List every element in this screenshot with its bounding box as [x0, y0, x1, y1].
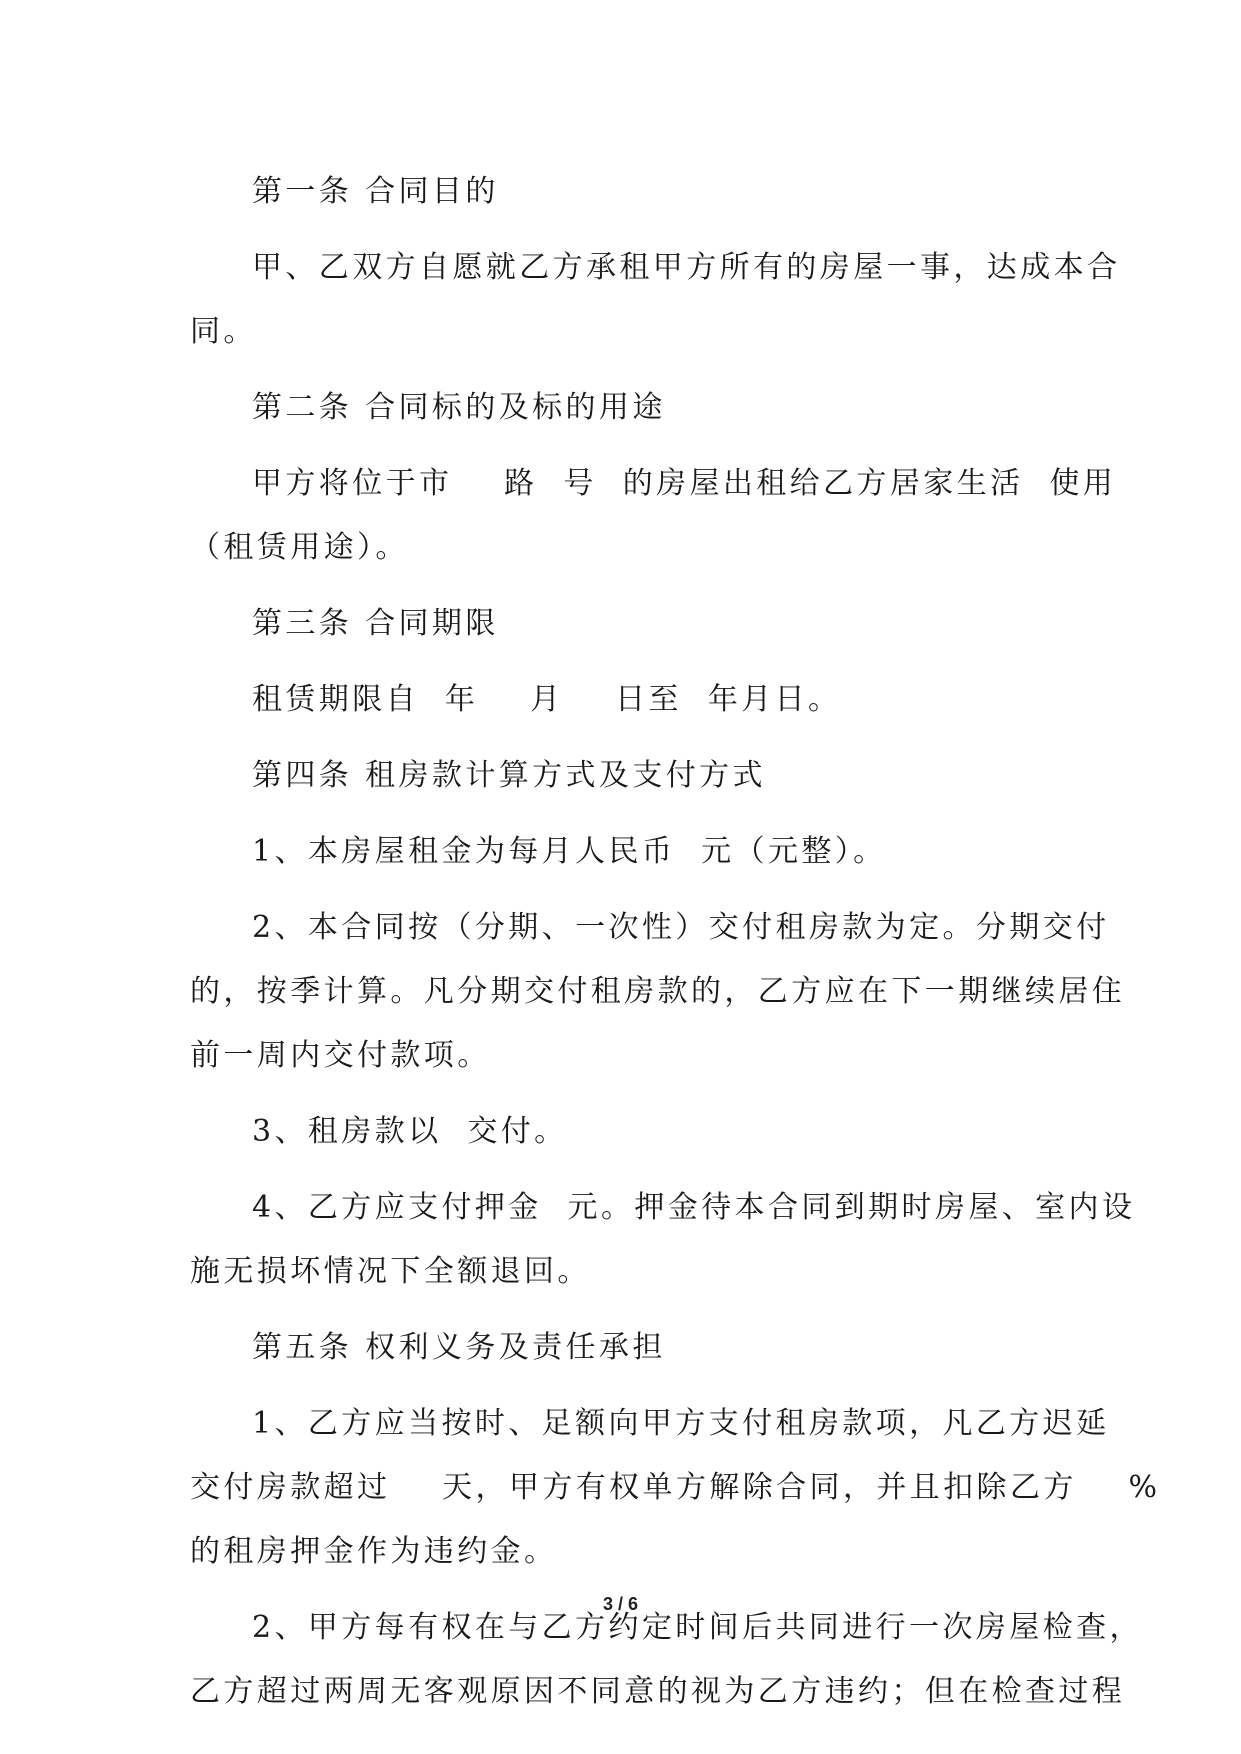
paragraph — [190, 1392, 1161, 1584]
text-line: 前一周内交付款项。 — [190, 1038, 491, 1073]
document-body — [190, 160, 1161, 1736]
text-line: 3、租房款以 交付。 — [252, 1114, 568, 1149]
text-line: 第三条 合同期限 — [252, 606, 499, 641]
text-line: 的租房押金作为违约金。 — [190, 1534, 558, 1569]
paragraph — [190, 896, 1126, 1088]
text-line: 第四条 租房款计算方式及支付方式 — [252, 758, 766, 793]
paragraph — [190, 668, 1060, 732]
text-line: 甲方将位于市 路 号 的房屋出租给乙方居家生活 使用 — [252, 466, 1117, 501]
text-line: 4、乙方应支付押金 元。押金待本合同到期时房屋、室内设 — [252, 1190, 1136, 1225]
text-line: 乙方超过两周无客观原因不同意的视为乙方违约；但在检查过程 — [190, 1674, 1126, 1709]
text-line: 2、本合同按（分期、一次性）交付租房款为定。分期交付 — [252, 910, 1110, 945]
text-line: 1、本房屋租金为每月人民币 元（元整）。 — [252, 834, 887, 869]
text-line: 甲、乙双方自愿就乙方承租甲方所有的房屋一事，达成本合 — [252, 250, 1121, 285]
text-line: 租赁期限自 年 月 日至 年月日。 — [252, 682, 842, 717]
text-line: 第一条 合同目的 — [252, 174, 499, 209]
page-number: 3 / 6 — [602, 1594, 639, 1614]
paragraph — [190, 1316, 1060, 1380]
paragraph — [190, 452, 1117, 580]
text-line: （租赁用途）。 — [190, 530, 409, 565]
text-line: 第二条 合同标的及标的用途 — [252, 390, 666, 425]
paragraph — [190, 1176, 1136, 1304]
text-line: 2、甲方每有权在与乙方约定时间后共同进行一次房屋检查， — [252, 1610, 1143, 1645]
text-line: 第五条 权利义务及责任承担 — [252, 1330, 666, 1365]
paragraph — [190, 160, 1060, 224]
paragraph — [190, 820, 1060, 884]
text-line: 交付房款超过 天，甲方有权单方解除合同，并且扣除乙方 % — [190, 1470, 1161, 1505]
paragraph — [190, 1100, 1060, 1164]
text-line: 同。 — [190, 314, 257, 349]
text-line: 施无损坏情况下全额退回。 — [190, 1254, 591, 1289]
paragraph — [190, 1596, 1143, 1724]
text-line: 的，按季计算。凡分期交付租房款的，乙方应在下一期继续居住 — [190, 974, 1126, 1009]
paragraph — [190, 592, 1060, 656]
paragraph — [190, 236, 1121, 364]
paragraph — [190, 376, 1060, 440]
text-line: 1、乙方应当按时、足额向甲方支付租房款项，凡乙方迟延 — [252, 1406, 1110, 1441]
paragraph — [190, 744, 1060, 808]
